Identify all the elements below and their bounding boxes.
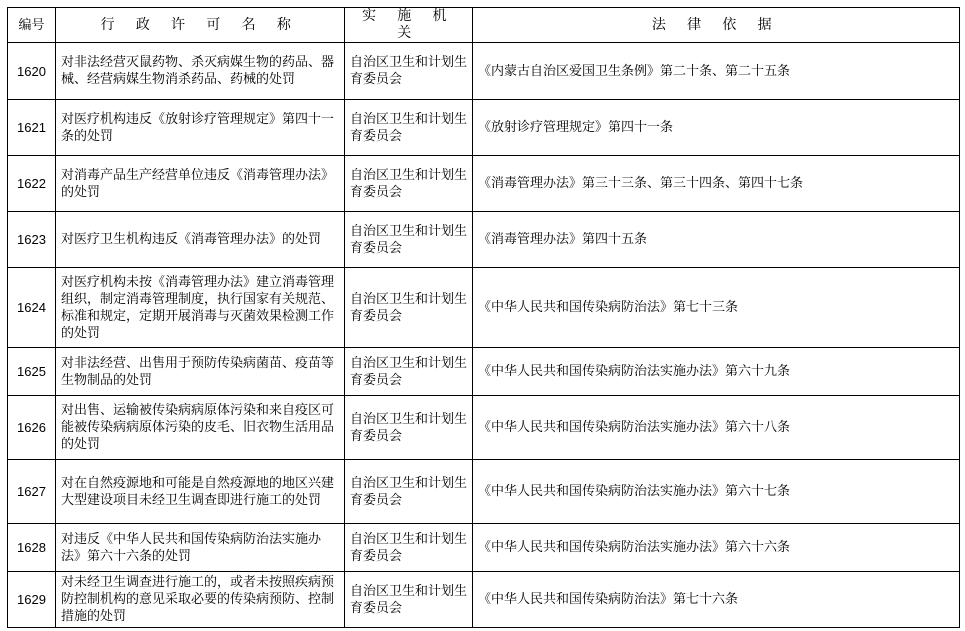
row-agency: 自治区卫生和计划生育委员会 <box>345 268 473 348</box>
row-basis: 《中华人民共和国传染病防治法实施办法》第六十九条 <box>473 348 960 396</box>
table-row <box>8 43 960 100</box>
row-agency: 自治区卫生和计划生育委员会 <box>345 43 473 100</box>
table-row <box>8 348 960 396</box>
row-agency: 自治区卫生和计划生育委员会 <box>345 572 473 628</box>
row-num: 1625 <box>8 348 56 396</box>
row-basis: 《中华人民共和国传染病防治法》第七十三条 <box>473 268 960 348</box>
row-num: 1626 <box>8 396 56 460</box>
row-name: 对医疗卫生机构违反《消毒管理办法》的处罚 <box>56 212 345 268</box>
header-num: 编号 <box>8 8 56 43</box>
row-num: 1620 <box>8 43 56 100</box>
row-name: 对违反《中华人民共和国传染病防治法实施办法》第六十六条的处罚 <box>56 524 345 572</box>
row-name: 对消毒产品生产经营单位违反《消毒管理办法》的处罚 <box>56 156 345 212</box>
row-basis: 《消毒管理办法》第三十三条、第三十四条、第四十七条 <box>473 156 960 212</box>
row-num: 1624 <box>8 268 56 348</box>
table-row <box>8 460 960 524</box>
row-num: 1629 <box>8 572 56 628</box>
table-row <box>8 524 960 572</box>
row-name: 对在自然疫源地和可能是自然疫源地的地区兴建大型建设项目未经卫生调查即进行施工的处罚 <box>56 460 345 524</box>
header-basis: 法 律 依 据 <box>473 8 960 43</box>
row-agency: 自治区卫生和计划生育委员会 <box>345 460 473 524</box>
row-num: 1627 <box>8 460 56 524</box>
row-num: 1622 <box>8 156 56 212</box>
row-basis: 《中华人民共和国传染病防治法实施办法》第六十八条 <box>473 396 960 460</box>
row-agency: 自治区卫生和计划生育委员会 <box>345 156 473 212</box>
table-row <box>8 572 960 628</box>
table-header-row <box>8 8 960 43</box>
row-name: 对医疗机构未按《消毒管理办法》建立消毒管理组织，制定消毒管理制度，执行国家有关规范、标准和规定，定期开展消毒与灭菌效果检测工作的处罚 <box>56 268 345 348</box>
row-num: 1628 <box>8 524 56 572</box>
row-num: 1621 <box>8 100 56 156</box>
header-agency: 实 施 机 关 <box>345 8 473 43</box>
table-row <box>8 212 960 268</box>
row-agency: 自治区卫生和计划生育委员会 <box>345 212 473 268</box>
row-basis: 《中华人民共和国传染病防治法实施办法》第六十七条 <box>473 460 960 524</box>
row-agency: 自治区卫生和计划生育委员会 <box>345 348 473 396</box>
row-agency: 自治区卫生和计划生育委员会 <box>345 100 473 156</box>
row-basis: 《中华人民共和国传染病防治法实施办法》第六十六条 <box>473 524 960 572</box>
row-basis: 《中华人民共和国传染病防治法》第七十六条 <box>473 572 960 628</box>
row-name: 对非法经营灭鼠药物、杀灭病媒生物的药品、器械、经营病媒生物消杀药品、药械的处罚 <box>56 43 345 100</box>
header-name: 行 政 许 可 名 称 <box>56 8 345 43</box>
row-name: 对出售、运输被传染病病原体污染和来自疫区可能被传染病病原体污染的皮毛、旧衣物生活用品的处罚 <box>56 396 345 460</box>
row-basis: 《内蒙古自治区爱国卫生条例》第二十条、第二十五条 <box>473 43 960 100</box>
table-row <box>8 396 960 460</box>
row-agency: 自治区卫生和计划生育委员会 <box>345 524 473 572</box>
penalty-table <box>7 7 960 628</box>
row-name: 对医疗机构违反《放射诊疗管理规定》第四十一条的处罚 <box>56 100 345 156</box>
row-name: 对非法经营、出售用于预防传染病菌苗、疫苗等生物制品的处罚 <box>56 348 345 396</box>
row-agency: 自治区卫生和计划生育委员会 <box>345 396 473 460</box>
row-name: 对未经卫生调查进行施工的，或者未按照疾病预防控制机构的意见采取必要的传染病预防、控制措施的处罚 <box>56 572 345 628</box>
row-basis: 《放射诊疗管理规定》第四十一条 <box>473 100 960 156</box>
table-row <box>8 268 960 348</box>
row-num: 1623 <box>8 212 56 268</box>
table-row <box>8 156 960 212</box>
table-row <box>8 100 960 156</box>
row-basis: 《消毒管理办法》第四十五条 <box>473 212 960 268</box>
